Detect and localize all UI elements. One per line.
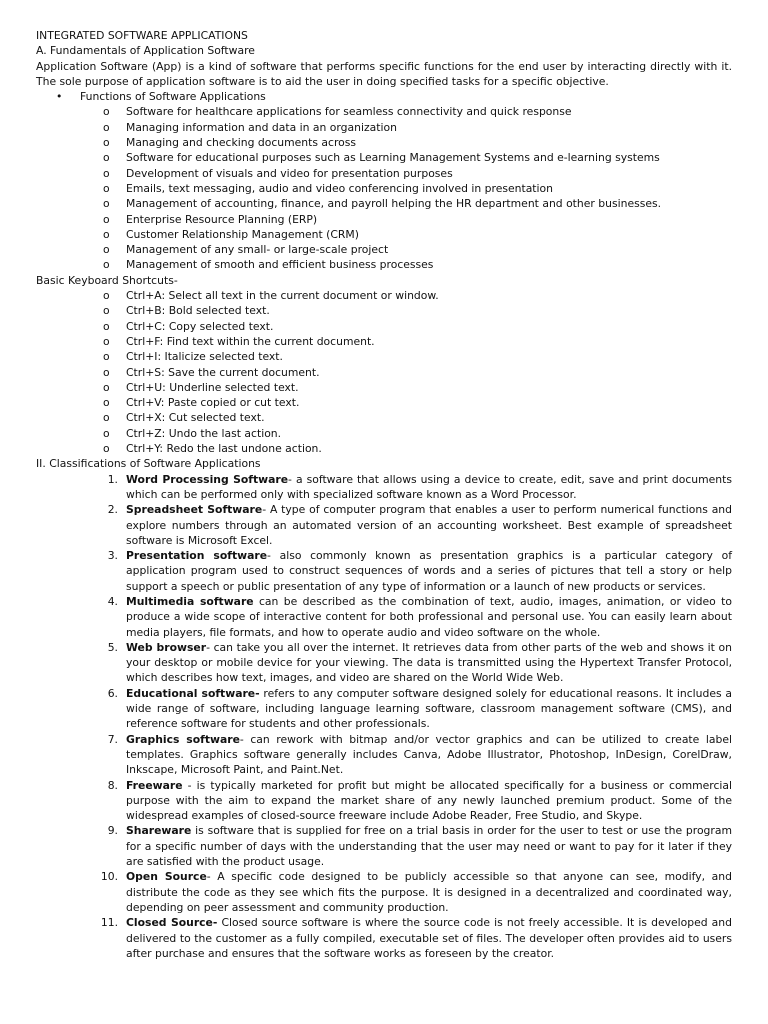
shortcut-item-text: Ctrl+Z: Undo the last action.: [126, 426, 282, 440]
function-item-text: Managing and checking documents across: [126, 136, 356, 150]
list-marker: o: [103, 396, 110, 410]
list-marker: o: [103, 334, 110, 348]
classification-item: [36, 548, 732, 594]
list-marker: o: [103, 181, 110, 195]
classification-description: - can take you all over the internet. It retrieves data from other parts of the web and shows it on your desktop or mobile device for your viewing. The data is transmitted using the Hypertext Transfer Protocol, which describes how text, images, and video are shared on the World Wide Web.: [126, 640, 732, 685]
shortcuts-list: [36, 288, 732, 456]
classification-item: [36, 640, 732, 686]
document-title: INTEGRATED SOFTWARE APPLICATIONS: [36, 29, 248, 42]
function-item-text: Emails, text messaging, audio and video conferencing involved in presentation: [126, 181, 553, 195]
classification-description: - a software that allows using a device to create, edit, save and print documents which can be performed only with specialized software known as a Word Processor.: [126, 472, 732, 501]
function-item-text: Management of accounting, finance, and payroll helping the HR department and other businesses.: [126, 197, 662, 211]
classification-item: [36, 915, 732, 961]
classifications-list: [36, 472, 732, 962]
classification-item: [36, 869, 732, 915]
classification-term: Open Source: [126, 870, 207, 884]
classification-number: 11.: [100, 916, 118, 930]
function-item: [36, 135, 732, 150]
shortcut-item-text: Ctrl+S: Save the current document.: [126, 365, 320, 379]
classification-description: - also commonly known as presentation graphics is a particular category of application program used to construct sequences of words and a series of pictures that tell a story or help support a speech or public presentation of any type of information or a launch of new products or services.: [126, 549, 732, 593]
list-marker: o: [103, 166, 110, 180]
classification-item: [36, 472, 732, 503]
classification-term: Freeware: [126, 778, 183, 792]
function-item-text: Software for healthcare applications for seamless connectivity and quick response: [126, 105, 572, 119]
list-marker: o: [103, 243, 110, 257]
classification-term: Graphics software: [126, 732, 240, 746]
function-item-text: Development of visuals and video for presentation purposes: [126, 166, 453, 180]
classification-item: [36, 823, 732, 869]
shortcut-item: [36, 426, 732, 441]
classification-description: - A type of computer program that enables a user to perform numerical functions and explore numbers through an automated version of an accounting worksheet. Best example of spreadsheet software is Microsoft Excel.: [126, 503, 733, 547]
classification-term: Spreadsheet Software: [126, 503, 263, 517]
function-item: [36, 104, 732, 119]
classification-number: 10.: [100, 870, 118, 884]
classification-term: Word Processing Software: [126, 472, 289, 486]
list-marker: o: [103, 319, 110, 333]
list-marker: o: [103, 258, 110, 272]
list-marker: o: [103, 197, 110, 211]
list-marker: o: [103, 227, 110, 241]
function-item-text: Management of any small- or large-scale project: [126, 243, 389, 257]
classification-description: - can rework with bitmap and/or vector graphics and can be utilized to create label templates. Graphics software generally includes Canva, Adobe Illustrator, Photoshop, InDesign, CorelDraw, Inkscape, Microsoft Paint, and Paint.Net.: [126, 732, 732, 777]
section-ii-heading: II. Classifications of Software Applications: [36, 457, 261, 471]
functions-list: [36, 104, 732, 272]
classification-number: 2.: [107, 503, 118, 517]
list-marker: o: [103, 105, 110, 119]
function-item: [36, 120, 732, 135]
classification-number: 5.: [107, 640, 118, 654]
shortcut-item: [36, 319, 732, 334]
function-item-text: Enterprise Resource Planning (ERP): [126, 212, 318, 226]
section-a-heading: A. Fundamentals of Application Software: [36, 44, 255, 58]
function-item: [36, 212, 732, 227]
classification-term: Shareware: [126, 824, 192, 838]
function-item: [36, 150, 732, 165]
classification-description: can be described as the combination of text, audio, images, animation, or video to produce a wide scope of interactive content for both professional and personal use. You can easily learn about media players, file formats, and how to operate audio and video software on the whole.: [126, 594, 732, 639]
shortcut-item-text: Ctrl+F: Find text within the current document.: [126, 334, 375, 348]
shortcut-item-text: Ctrl+A: Select all text in the current document or window.: [126, 289, 439, 303]
classification-item: [36, 502, 732, 548]
list-marker: o: [103, 365, 110, 379]
classification-description: - is typically marketed for profit but might be allocated specifically for a business or commercial purpose with the aim to expand the market share of any newly launched premium product. Some of the widespread examples of closed-source freeware include Adobe Reader, Free Studio, and Skype.: [126, 778, 732, 823]
function-item: [36, 166, 732, 181]
function-item-text: Managing information and data in an organization: [126, 120, 397, 134]
shortcut-item-text: Ctrl+U: Underline selected text.: [126, 380, 299, 394]
function-item: [36, 227, 732, 242]
shortcut-item: [36, 303, 732, 318]
shortcut-item: [36, 334, 732, 349]
functions-bullet-list: [36, 89, 732, 104]
section-a-intro: Application Software (App) is a kind of software that performs specific functions for the end user by interacting directly with it. The sole purpose of application software is to aid the user in doing specified tasks for a specific objective.: [36, 59, 732, 88]
shortcut-item-text: Ctrl+I: Italicize selected text.: [126, 350, 283, 364]
shortcut-item: [36, 441, 732, 456]
classification-number: 1.: [107, 472, 118, 486]
classification-term: Multimedia software: [126, 594, 254, 608]
list-marker: o: [103, 212, 110, 226]
shortcut-item-text: Ctrl+Y: Redo the last undone action.: [126, 442, 322, 456]
list-marker: o: [103, 380, 110, 394]
classification-description: is software that is supplied for free on a trial basis in order for the user to test or use the program for a specific number of days with the understanding that the user may need or want to pay for it later if they are satisfied with the product usage.: [126, 824, 732, 869]
classification-term: Presentation software: [126, 549, 268, 563]
list-marker: o: [103, 411, 110, 425]
classification-number: 4.: [107, 594, 118, 608]
classification-term: Web browser: [126, 640, 207, 654]
classification-number: 9.: [107, 824, 118, 838]
shortcut-item-text: Ctrl+X: Cut selected text.: [126, 411, 265, 425]
shortcut-item: [36, 380, 732, 395]
list-marker: o: [103, 120, 110, 134]
classification-number: 8.: [107, 778, 118, 792]
list-marker: o: [103, 136, 110, 150]
list-marker: o: [103, 289, 110, 303]
classification-number: 6.: [107, 686, 118, 700]
shortcuts-heading: Basic Keyboard Shortcuts-: [36, 273, 178, 287]
classification-item: [36, 686, 732, 732]
shortcut-item: [36, 410, 732, 425]
function-item: [36, 196, 732, 211]
classification-description: - A specific code designed to be publicly accessible so that anyone can see, modify, and distribute the code as they see which fits the purpose. It is designed in a decentralized and coordinated way, depending on peer assessment and community production.: [126, 870, 732, 914]
classification-number: 3.: [107, 549, 118, 563]
shortcut-item: [36, 365, 732, 380]
shortcut-item: [36, 288, 732, 303]
classification-description: Closed source software is where the source code is not freely accessible. It is developed and delivered to the customer as a fully compiled, executable set of files. The developer often provides aid to users after purchase and ensures that the software works as foreseen by the creator.: [126, 916, 732, 960]
classification-item: [36, 594, 732, 640]
list-marker: o: [103, 350, 110, 364]
classification-term: Educational software-: [126, 686, 260, 700]
shortcut-item: [36, 349, 732, 364]
function-item-text: Customer Relationship Management (CRM): [126, 227, 359, 241]
function-item: [36, 181, 732, 196]
classification-item: [36, 732, 732, 778]
function-item-text: Management of smooth and efficient business processes: [126, 258, 434, 272]
shortcut-item-text: Ctrl+V: Paste copied or cut text.: [126, 396, 300, 410]
classification-description: refers to any computer software designed solely for educational reasons. It includes a wide range of software, including language learning software, classroom management software (CMS), and reference software for students and other professionals.: [126, 686, 733, 731]
list-marker: o: [103, 426, 110, 440]
shortcut-item-text: Ctrl+C: Copy selected text.: [126, 319, 274, 333]
list-marker: o: [103, 304, 110, 318]
list-marker: o: [103, 442, 110, 456]
function-item-text: Software for educational purposes such as Learning Management Systems and e-learning systems: [126, 151, 660, 165]
list-marker: o: [103, 151, 110, 165]
classification-number: 7.: [107, 732, 118, 746]
classification-term: Closed Source-: [126, 916, 218, 930]
function-item: [36, 242, 732, 257]
shortcut-item: [36, 395, 732, 410]
functions-label: • Functions of Software Applications: [36, 89, 732, 104]
shortcut-item-text: Ctrl+B: Bold selected text.: [126, 304, 270, 318]
function-item: [36, 257, 732, 272]
classification-item: [36, 778, 732, 824]
